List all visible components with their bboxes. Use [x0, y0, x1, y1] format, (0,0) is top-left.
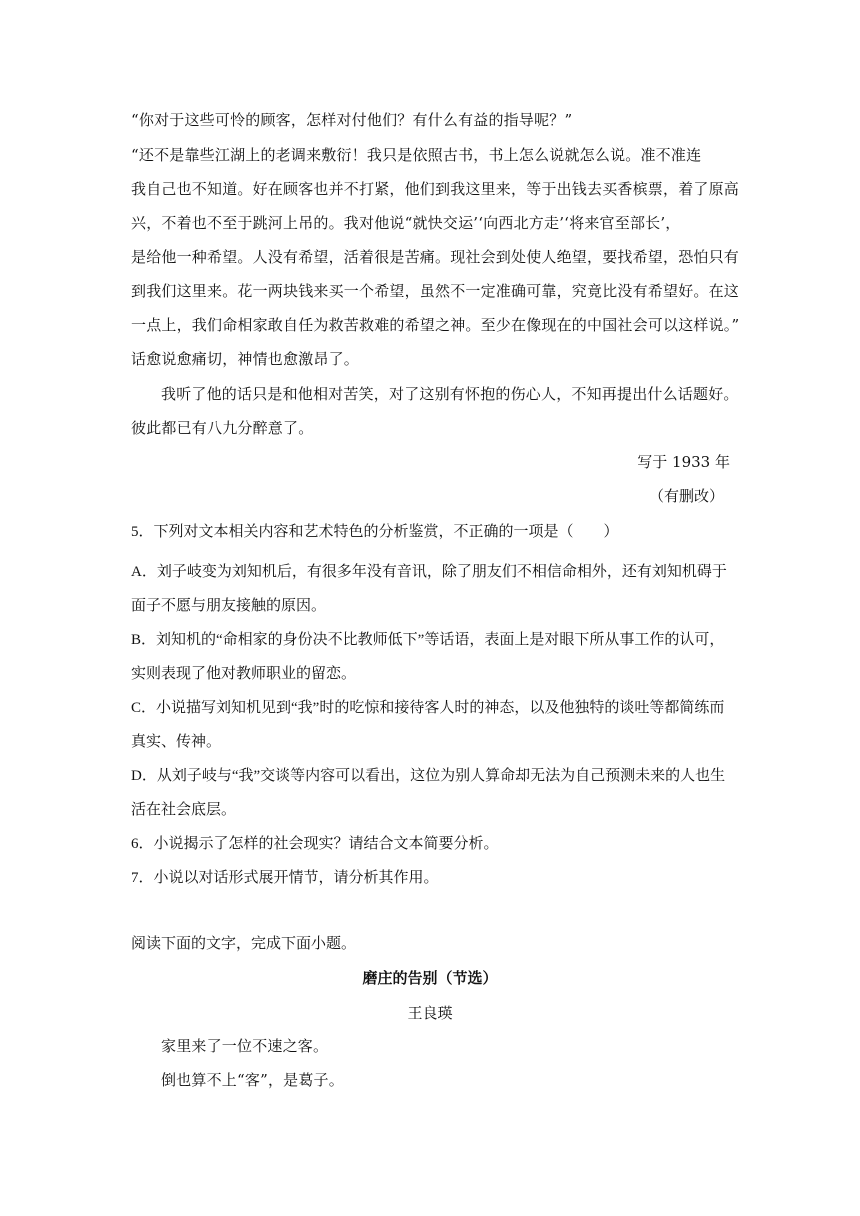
option-c-line-1: C．小说描写刘知机见到“我”时的吃惊和接待客人时的神态，以及他独特的谈吐等都简练而 — [131, 700, 725, 716]
option-b-line-1: B．刘知机的“命相家的身份决不比教师低下”等话语，表面上是对眼下所从事工作的认可， — [131, 632, 725, 648]
option-d-line-2: 活在社会底层。 — [131, 802, 237, 818]
option-a-line-2: 面子不愿与朋友接触的原因。 — [131, 598, 327, 614]
passage-line: 我听了他的话只是和他相对苦笑，对了这别有怀抱的伤心人，不知再提出什么话题好。 — [161, 385, 739, 403]
passage-line: “你对于这些可怜的顾客，怎样对付他们？有什么有益的指导呢？” — [131, 111, 573, 129]
passage-line: 是给他一种希望。人没有希望，活着很是苦痛。现社会到处使人绝望，要找希望，恐怕只有 — [131, 248, 740, 266]
passage-paragraph: 家里来了一位不速之客。 — [161, 1037, 329, 1055]
passage-line: “还不是靠些江湖上的老调来敷衍！我只是依照古书，书上怎么说就怎么说。准不准连 — [131, 146, 702, 164]
passage-author: 王良瑛 — [407, 1004, 453, 1022]
option-c-line-2: 真实、传神。 — [131, 734, 222, 750]
option-d-line-1: D．从刘子岐与“我”交谈等内容可以看出，这位为别人算命却无法为自己预测未来的人也生 — [131, 768, 726, 784]
question-7: 7．小说以对话形式展开情节，请分析其作用。 — [131, 870, 439, 886]
passage-line: 兴，不着也不至于跳河上吊的。我对他说“就快交运’‘向西北方走’‘将来官至部长’， — [131, 214, 681, 232]
passage-line: 我自己也不知道。好在顾客也并不打紧，他们到我这里来，等于出钱去买香槟票，着了原高 — [131, 180, 740, 198]
date-line: 写于 1933 年 — [637, 453, 730, 471]
passage-title: 磨庄的告别（节选） — [362, 969, 498, 987]
question-5-stem: 5．下列对文本相关内容和艺术特色的分析鉴赏，不正确的一项是（ ） — [131, 524, 619, 540]
reading-instruction: 阅读下面的文字，完成下面小题。 — [131, 936, 357, 952]
passage-line: 彼此都已有八九分醉意了。 — [131, 419, 314, 437]
passage-line: 话愈说愈痛切，神情也愈激昂了。 — [131, 350, 360, 368]
revision-note: （有删改） — [648, 487, 724, 505]
passage-line: 一点上，我们命相家敢自任为救苦救难的希望之神。至少在像现在的中国社会可以这样说。” — [131, 316, 740, 334]
option-b-line-2: 实则表现了他对教师职业的留恋。 — [131, 666, 357, 682]
question-6: 6．小说揭示了怎样的社会现实？请结合文本简要分析。 — [131, 836, 499, 852]
option-a-line-1: A．刘子岐变为刘知机后，有很多年没有音讯，除了朋友们不相信命相外，还有刘知机碍于 — [131, 564, 727, 580]
passage-line: 到我们这里来。花一两块钱来买一个希望，虽然不一定准确可靠，究竟比没有希望好。在这 — [131, 282, 740, 300]
passage-paragraph: 倒也算不上“客”，是葛子。 — [161, 1071, 344, 1089]
